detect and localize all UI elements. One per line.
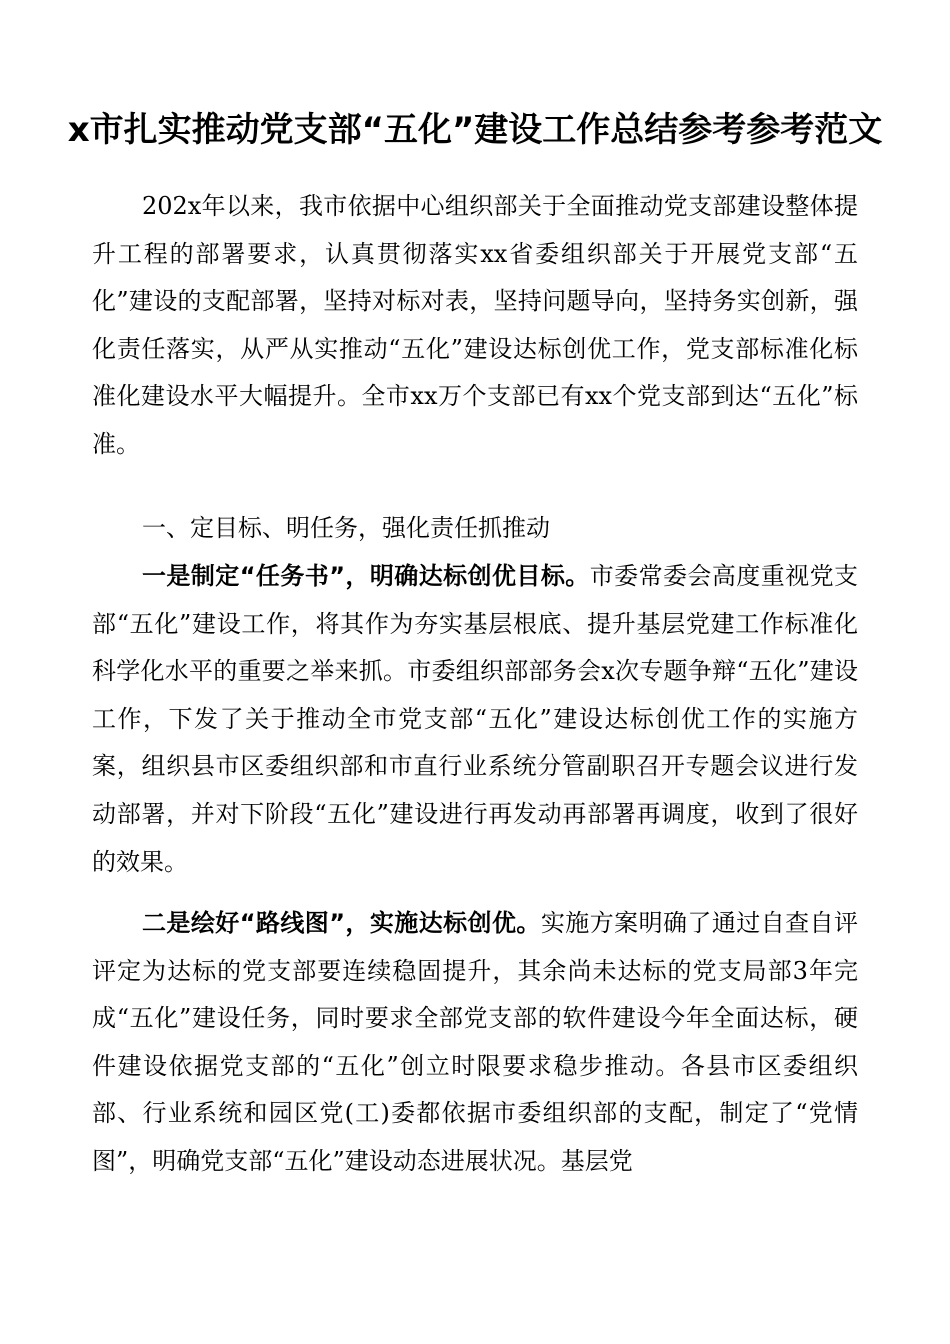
item1-lead: 一是制定“任务书”，明确达标创优目标。 xyxy=(142,562,590,590)
section-heading: 一、定目标、明任务，强化责任抓推动 xyxy=(142,514,550,542)
item2-paragraph xyxy=(92,900,858,1186)
document-title: x市扎实推动党支部“五化”建设工作总结参考参考范文 xyxy=(67,110,883,150)
item1-text: 市委常委会高度重视党支部“五化”建设工作，将其作为夯实基层根底、提升基层党建工作标准化科学化水平的重要之举来抓。市委组织部部务会x次专题争辩“五化”建设工作，下发了关于推动全市党支部“五化”建设达标创优工作的实施方案，组织县市区委组织部和市直行业系统分管副职召开专题会议进行发动部署，并对下阶段“五化”建设进行再发动再部署再调度，收到了很好的效果。 xyxy=(92,562,859,876)
item1-paragraph xyxy=(92,553,858,886)
intro-paragraph: 202x年以来，我市依据中心组织部关于全面推动党支部建设整体提升工程的部署要求，认真贯彻落实xx省委组织部关于开展党支部“五化”建设的支配部署，坚持对标对表，坚持问题导向，坚持务实创新，强化责任落实，从严从实推动“五化”建设达标创优工作，党支部标准化标准化建设水平大幅提升。全市xx万个支部已有xx个党支部到达“五化”标准。 xyxy=(92,192,858,458)
item2-text: 实施方案明确了通过自查自评评定为达标的党支部要连续稳固提升，其余尚未达标的党支局部3年完成“五化”建设任务，同时要求全部党支部的软件建设今年全面达标，硬件建设依据党支部的“五化”创立时限要求稳步推动。各县市区委组织部、行业系统和园区党(工)委都依据市委组织部的支配，制定了“党情图”，明确党支部“五化”建设动态进展状况。基层党 xyxy=(92,909,859,1175)
item2-lead: 二是绘好“路线图”，实施达标创优。 xyxy=(142,909,541,937)
